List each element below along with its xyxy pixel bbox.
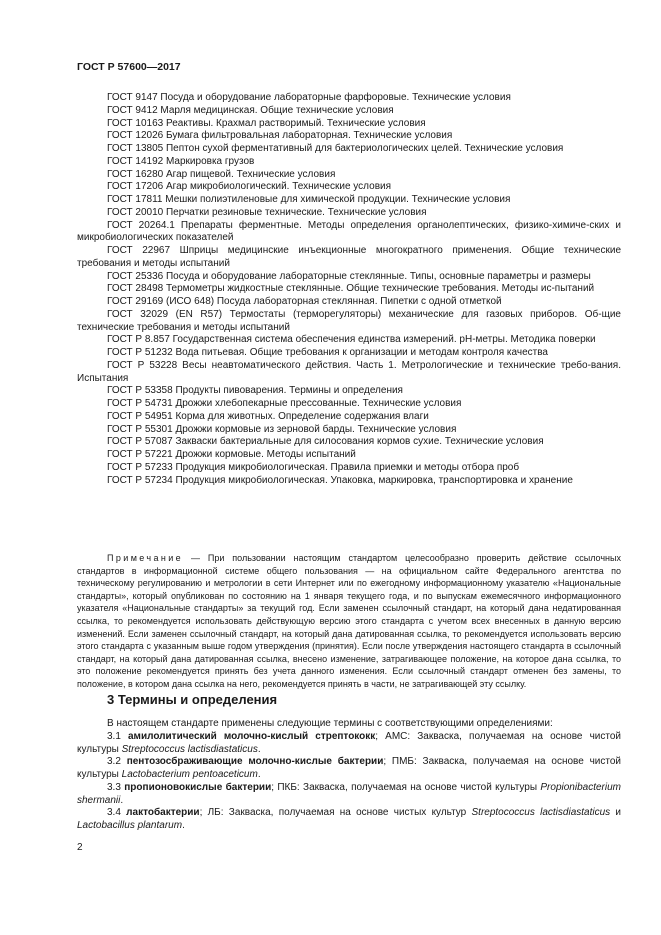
reference-item: ГОСТ 12026 Бумага фильтровальная лабораторная. Технические условия (107, 130, 453, 142)
note-paragraph (77, 552, 621, 691)
latin-name: Streptococcus lactisdiastaticus (121, 743, 258, 755)
reference-item: ГОСТ Р 53228 Весы неавтоматического действия. Часть 1. Метрологические и технические требо-вания. Испытания (77, 359, 621, 384)
note-label: Примечание (107, 553, 184, 563)
reference-item: ГОСТ 10163 Реактивы. Крахмал растворимый. Технические условия (107, 117, 426, 129)
term-name: лактобактерии (126, 807, 200, 819)
reference-item: ГОСТ 9412 Марля медицинская. Общие технические условия (107, 104, 394, 116)
reference-item: ГОСТ Р 55301 Дрожжи кормовые из зерновой барды. Технические условия (107, 423, 457, 435)
term-definition-text: ; ПКБ: Закваска, получаемая на основе чистой культуры (271, 781, 541, 793)
term-number: 3.2 (107, 756, 121, 768)
latin-name: Lactobacillus plantarum (77, 820, 183, 831)
reference-item: ГОСТ 20010 Перчатки резиновые технические. Технические условия (107, 206, 427, 218)
reference-item: ГОСТ Р 51232 Вода питьевая. Общие требования к организации и методам контроля качества (107, 347, 548, 358)
reference-item: ГОСТ 22967 Шприцы медицинские инъекционные многократного применения. Общие технические требования и методы испытаний (77, 245, 621, 269)
reference-item: ГОСТ 17811 Мешки полиэтиленовые для химической продукции. Технические условия (107, 194, 511, 205)
reference-item: ГОСТ 25336 Посуда и оборудование лабораторные стеклянные. Типы, основные параметры и размеры (107, 270, 591, 282)
term-name: амилолитический молочно-кислый стрептококк (128, 730, 376, 742)
latin-name: Propionibacterium shermanii (77, 781, 621, 806)
reference-item: ГОСТ Р 57221 Дрожжи кормовые. Методы испытаний (107, 449, 356, 460)
normative-references-list (77, 92, 621, 487)
reference-item: ГОСТ 29169 (ИСО 648) Посуда лабораторная стеклянная. Пипетки с одной отметкой (107, 296, 502, 307)
document-header: ГОСТ Р 57600—2017 (77, 61, 181, 73)
term-definition (77, 807, 621, 833)
reference-item: ГОСТ 17206 Агар микробиологический. Технические условия (107, 181, 392, 193)
term-definition (77, 756, 621, 782)
term-end: . (120, 794, 124, 806)
connector-text: и (610, 807, 621, 819)
term-definition-text: ; АМС: Закваска, получаемая на основе чистой культуры (77, 730, 621, 755)
term-definition (77, 782, 621, 808)
reference-item: ГОСТ Р 8.857 Государственная система обеспечения единства измерений. pH-метры. Методика поверки (107, 334, 596, 346)
reference-item: ГОСТ 32029 (EN R57) Термостаты (терморегуляторы) механические для газовых приборов. Об-щие технические требования и методы испытаний (77, 308, 621, 333)
term-number: 3.4 (107, 807, 121, 819)
reference-item: ГОСТ Р 53358 Продукты пивоварения. Термины и определения (107, 385, 403, 397)
reference-item: ГОСТ 14192 Маркировка грузов (107, 155, 255, 167)
reference-item: ГОСТ Р 57087 Закваски бактериальные для силосования кормов сухие. Технические условия (107, 436, 544, 448)
note-text: — При пользовании настоящим стандартом целесообразно проверить действие ссылочных стандартов в информационной системе общего пользования — на официальном сайте Федерального агентства по техническому регулированию и метрологии в сети Интернет или по ежегодному информационному указателю «Национальные стандарты», который опубликован по состоянию на 1 января текущего года, и по выпускам ежемесячного информационного указателя «Национальные стандарты» за текущий год. Если заменен ссылочный стандарт, на который дана недатированная ссылка, то рекомендуется использовать действующую версию этого стандарта с учетом всех внесенных в данную версию изменений. Если заменен ссылочный стандарт, на который дана датированная ссылка, то рекомендуется использовать версию этого стандарта с указанным выше годом утверждения (принятия). Если после утверждения настоящего стандарта в ссылочный стандарт, на который дана датированная ссылка, внесено изменение, затрагивающее положение, на которое дана ссылка, то это положение рекомендуется принять без учета данного изменения. Если ссылочный стандарт отменен без замены, то положение, в котором дана ссылка на него, рекомендуется принять в части, не затрагивающей эту ссылку. (77, 553, 621, 689)
term-definition-text: ; ЛБ: Закваска, получаемая на основе чистых культур (199, 807, 472, 819)
term-end: . (257, 769, 261, 780)
reference-item: ГОСТ 9147 Посуда и оборудование лабораторные фарфоровые. Технические условия (107, 92, 511, 103)
reference-item: ГОСТ Р 57233 Продукция микробиологическая. Правила приемки и методы отбора проб (107, 461, 520, 473)
reference-item: ГОСТ 28498 Термометры жидкостные стеклянные. Общие технические требования. Методы ис-пытаний (107, 283, 595, 295)
section-intro: В настоящем стандарте применены следующие термины с соответствующими определениями: (107, 718, 553, 729)
term-definition (77, 731, 621, 757)
reference-item: ГОСТ 13805 Пептон сухой ферментативный для бактериологических целей. Технические условия (107, 143, 564, 154)
term-name: пропионовокислые бактерии (124, 781, 272, 793)
reference-item: ГОСТ Р 54951 Корма для животных. Определение содержания влаги (107, 410, 429, 422)
terms-list (77, 718, 621, 833)
term-name: пентозосбраживающие молочно-кислые бактерии (126, 756, 384, 768)
reference-item: ГОСТ Р 54731 Дрожжи хлебопекарные прессованные. Технические условия (107, 398, 462, 409)
reference-item: ГОСТ 20264.1 Препараты ферментные. Методы определения органолептических, физико-химиче-ских и микробиологических показателей (77, 219, 621, 244)
term-definition-text: ; ПМБ: Закваска, получаемая на основе чистой культуры (77, 756, 621, 780)
section-title: 3 Термины и определения (107, 692, 278, 707)
reference-item: ГОСТ 16280 Агар пищевой. Технические условия (107, 168, 336, 180)
term-number: 3.3 (107, 781, 121, 793)
term-end: . (257, 743, 261, 755)
latin-name: Streptococcus lactisdiastaticus (471, 807, 611, 819)
latin-name: Lactobacterium pentoaceticum (121, 769, 258, 780)
term-number: 3.1 (107, 730, 121, 742)
page-number: 2 (77, 842, 83, 853)
reference-item: ГОСТ Р 57234 Продукция микробиологическая. Упаковка, маркировка, транспортировка и хранение (107, 474, 573, 486)
term-end: . (182, 820, 185, 831)
